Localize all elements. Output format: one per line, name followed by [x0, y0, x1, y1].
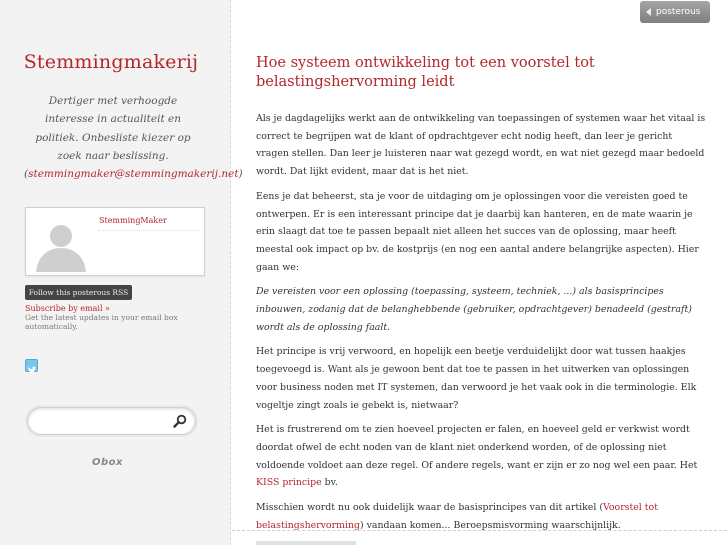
post-paragraph — [256, 421, 706, 492]
twitter-bird-icon — [26, 364, 37, 375]
paragraph-text: Misschien wordt nu ook duidelijk waar de basisprincipes van dit artikel ( — [256, 502, 603, 514]
tagline-text: Dertiger met verhoogde interesse in actualiteit en politiek. Onbesliste kiezer op zoek naar beslissing. — [35, 95, 191, 162]
post-paragraph: Eens je dat beheerst, sta je voor de uitdaging om je oplossingen voor die vereisten goed te ontwerpen. Er is een interessant principe dat je daarbij kan hanteren, en de mate waarin je erin slaagt dat toe te passen bepaalt niet alleen het succes van de oplossing, maar heeft meestal ook impact op bv. de kostprijs (en nog een aantal andere belangrijke aspecten). Hier gaan we: — [256, 190, 699, 273]
posterous-label: posterous — [656, 7, 701, 17]
sidebar — [0, 0, 243, 545]
next-post-peek — [256, 541, 356, 545]
post-quote: De vereisten voor een oplossing (toepassing, systeem, techniek, ...) als basisprincipes inbouwen, zodanig dat de belanghebbende (gebruiker, opdrachtgever) benadeeld (gestraft) wordt als de oplossing faalt. — [256, 286, 692, 333]
search-icon[interactable] — [173, 414, 187, 428]
subscribe-email-link[interactable]: Subscribe by email » — [25, 304, 110, 313]
post-body — [256, 110, 706, 541]
site-title[interactable]: Stemmingmakerij — [23, 51, 199, 73]
post-divider — [232, 530, 727, 531]
profile-divider — [98, 230, 200, 231]
kiss-principle-link[interactable]: KISS principe — [256, 477, 322, 489]
email-link[interactable]: stemmingmaker@stemmingmakerij.net — [28, 168, 239, 181]
post-paragraph: Het principe is vrij verwoord, en hopelijk een beetje verduidelijkt door wat tussen haakjes toegevoegd is. Want als je gewoon bent dat toe te passen in het uitwerken van oplossingen voor business noden met IT systemen, dan verwoord je het vaak ook in die terminologie. Elk vogeltje zingt zoals ie gebekt is, nietwaar? — [256, 346, 697, 411]
avatar[interactable] — [32, 214, 90, 272]
twitter-icon[interactable] — [25, 359, 38, 372]
search-box — [27, 407, 196, 435]
posterous-button[interactable] — [640, 1, 710, 23]
paragraph-text: Het is frustrerend om te zien hoeveel projecten er falen, en hoeveel geld er verkwist wordt doordat ofwel de echt noden van de klant niet onderkend worden, of de oplossing niet voldoende voldoet aan deze regel. Of andere regels, want er zijn er zo nog wel een paar. Het — [256, 424, 698, 471]
profile-name-link[interactable]: StemmingMaker — [99, 216, 167, 225]
email-open-paren: ( — [24, 168, 29, 181]
site-tagline — [24, 92, 243, 183]
profile-box — [25, 207, 205, 276]
subscribe-description: Get the latest updates in your email box automatically. — [25, 313, 178, 331]
arrow-left-icon — [646, 8, 651, 16]
belastingshervorming-link[interactable]: Voorstel tot belastingshervorming — [256, 502, 658, 531]
email-close-paren: ) — [238, 168, 243, 181]
paragraph-text: ) vandaan komen... Beroepsmisvorming waarschijnlijk. — [359, 519, 621, 531]
default-avatar-icon — [32, 214, 90, 272]
post-title[interactable]: Hoe systeem ontwikkeling tot een voorstel tot belastingshervorming leidt — [256, 55, 595, 90]
paragraph-text: bv. — [321, 477, 338, 489]
search-input[interactable] — [38, 413, 172, 431]
post-paragraph: Als je dagdagelijks werkt aan de ontwikkeling van toepassingen of systemen waar het vitaal is correct te begrijpen wat de klant of opdrachtgever echt nodig heeft, dan leer je gericht vragen stellen. Dan leer je luisteren naar wat gezegd wordt, en wat niet gezegd maar bedoeld wordt. Dat lijkt evident, maar dat is het niet. — [256, 113, 706, 178]
obox-logo[interactable]: Obox — [92, 457, 123, 468]
follow-rss-button[interactable]: Follow this posterous RSS — [25, 285, 132, 300]
